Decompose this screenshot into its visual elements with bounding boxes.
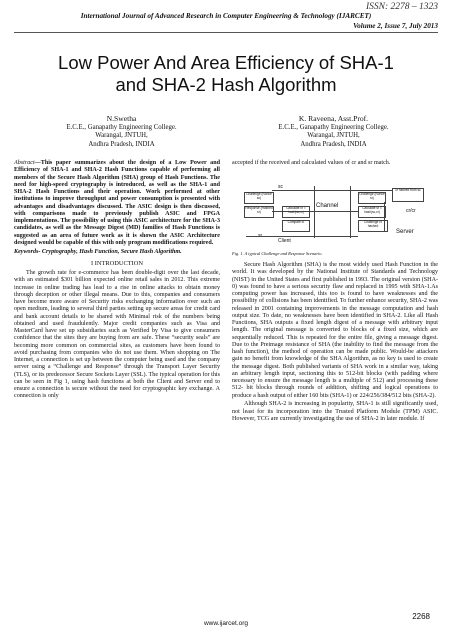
author-city: Warangal, JNTUH, [95, 132, 148, 140]
journal-name: International Journal of Advanced Research in Computer Engineering & Technology (IJARCET) [80, 12, 372, 20]
section-heading: I INTRODUCTION [90, 259, 143, 267]
author-name: K. Raveena, Asst.Prof. [298, 114, 369, 123]
sha2-paragraph: Although SHA-2 is increasing in popularity, SHA-1 is still significantly used, not least for its incorporation into the Trusted Platform Module (TPM) ASIC. However, TCG are currently investigating the use of SHA-2 in later module. If [232, 401, 438, 422]
figure-box-server-challenge: Challenge (Nonce sr) [358, 192, 386, 204]
figure-box-client-response: Response (Hashed sr) [244, 206, 274, 218]
figure-arrow-sc [272, 190, 392, 191]
abstract-text: —This paper summarizes about the design of a Low Power and Efficiency of SHA-1 and SHA-2 Hash Functions capable of performing all members of the Secure Hash Algorithm (SHA) group of Hash Functions. The need for high-speed cryptography is introduced, as well as the SHA-1 and SHA-2 Hash Functions and their operation. Work performed at other institutions to improve throughput and power consumption is presented with advantages and disadvantages discussed. The ASIC design is then discussed, with comparisons made to previously publish ASIC and FPGA implementations. The possibility of using this ASIC architecture for the SHA-3 candidates, as well as the Message Digest (MD) families of Hash Functions is suggested as an area of future work as it is shown the ASIC Architecture designed would be capable of this with only program modifications required. [14, 160, 220, 246]
figure-caption: Fig. 1. A typical Challenge and Response Scenario. [232, 251, 323, 256]
figure-channel-right [350, 186, 351, 238]
figure-box-client-challenge: Challenge (Nonce sc) [244, 192, 274, 204]
author-block-2 [226, 115, 441, 149]
abstract [14, 160, 220, 247]
figure-box-server-hash: cr hashed from sc [392, 188, 424, 202]
figure-channel-left [314, 186, 315, 238]
figure-server-link [384, 202, 385, 232]
paragraph-continued: accepted if the received and calculated values of cr and sr match. [232, 160, 391, 166]
intro-paragraph: The growth rate for e-commerce has been double-digit over the last decade, with an estimated $301 billion expected online retail sales in 2012. This extreme increase in online trading has lead to a rise in online attacks to obtain money through deception or other illegal means. Due to this, companies and consumers have become more aware of Security risks exchanging information over such an open medium, leading to several third parties setting up secure areas for credit card and bank account details to be shared with Minimal risk of the numbers being obtained and used fraudulently. Major credit companies such as Visa and MasterCard have set up subsidiaries such as Verified by Visa to give consumers confidence that the sites they are buying from are safe. These “security seals” are becoming more common on commercial sites, as customers have been found to avoid purchasing from companies who do not use them. When shopping on The Internet, a connection is set up between the computer being used and the company server using a “Challenge and Response” through the Transport Layer Security (TLS), or its predecessor Secure Sockets Layer (SSL). The typical operation for this can be seen in Fig 1, using hash functions at both the Client and Server end to ensure a connection is secure without the need for cryptographic key exchange. A connection is only [14, 270, 220, 400]
figure-label-client: Client [278, 238, 291, 244]
author-state: Andhra Pradesh, INDIA [88, 140, 155, 148]
left-column [14, 160, 220, 402]
sha-paragraph: Secure Hash Algorithm (SHA) is the most widely used Hash Function in the world. It was developed by the National Institute of Standards and Technology (NIST) in the United States and first published in 1993. The original version (SHA- 0) was found to have a serious security flaw and replaced in 1995 with SHA-1.As computing power has increased, this too is found to have weaknesses and the possibility of collisions has been identified. To further enhance security, SHA-2 was released in 2001 containing improvements in the message computation and hash output size. To date, no weaknesses have been identified in SHA-2. Like all Hash Functions, SHA outputs a fixed length digest of a message with arbitrary input length. The original message is converted to blocks of a fixed size, which are sequentially reduced. This is repeated for the entire file, giving a message digest. Due to the Preimage resistance of SHA (the inability to find the message from the hash function), the method of operation can be made public. Would-be attackers gain no benefit from knowledge of the SHA Algorithm, as no key is used to create the message digest. Both published variants of SHA work in a similar way, taking an arbitrary length input, sectioning this to 512-bit blocks (with padding where necessary to ensure the message length is a multiple of 512) and processing these 512- bit blocks through rounds of addition, shifting and logical operations to produce a hash output of either 160 bits (SHA-1) or 224/256/384/512 bits (SHA-2). [232, 262, 438, 399]
figure-box-server-compare: Challenge cr hashed [358, 220, 388, 232]
figure-box-server-calculate: Calculate sr = hash(sc,cr) [358, 206, 386, 218]
journal-volume: Volume 2, Issue 7, July 2013 [353, 22, 438, 30]
figure-label-server: Server [396, 229, 414, 235]
author-city: Warangal, JNTUH, [307, 132, 360, 140]
figure-label-sc: sc [278, 184, 283, 190]
figure-label-cr: cr/cr [406, 208, 416, 214]
paper-title [0, 52, 452, 96]
footer-url: www.ijarcet.org [203, 620, 249, 627]
author-block-1 [14, 115, 229, 149]
keywords: Keywords- Cryptography, Hash Function, Secure Hash Algorithm. [14, 248, 182, 255]
author-affiliation: E.C.E., Ganapathy Engineering College. [66, 123, 177, 131]
figure-box-client-compare: Compare cr [282, 220, 310, 232]
figure-box-client-calculate: Calculate cr = [282, 206, 310, 218]
abstract-label: Abstract [14, 160, 35, 166]
title-line-1: Low Power And Area Efficiency of SHA-1 [58, 52, 394, 73]
author-state: Andhra Pradesh, INDIA [300, 140, 367, 148]
figure-1 [232, 184, 438, 246]
right-column-top [232, 160, 438, 169]
author-name: N.Swetha [106, 114, 137, 123]
figure-arrow-sr [246, 236, 358, 237]
header-rule [14, 32, 438, 33]
figure-arrow-response [272, 211, 358, 212]
issn: ISSN: 2278 – 1323 [365, 2, 438, 12]
page-number: 2268 [412, 612, 430, 621]
author-affiliation: E.C.E., Ganapathy Engineering College. [278, 123, 389, 131]
figure-label-channel: Channel [316, 203, 339, 209]
right-column [232, 262, 438, 425]
title-line-2: and SHA-2 Hash Algorithm [115, 74, 337, 95]
